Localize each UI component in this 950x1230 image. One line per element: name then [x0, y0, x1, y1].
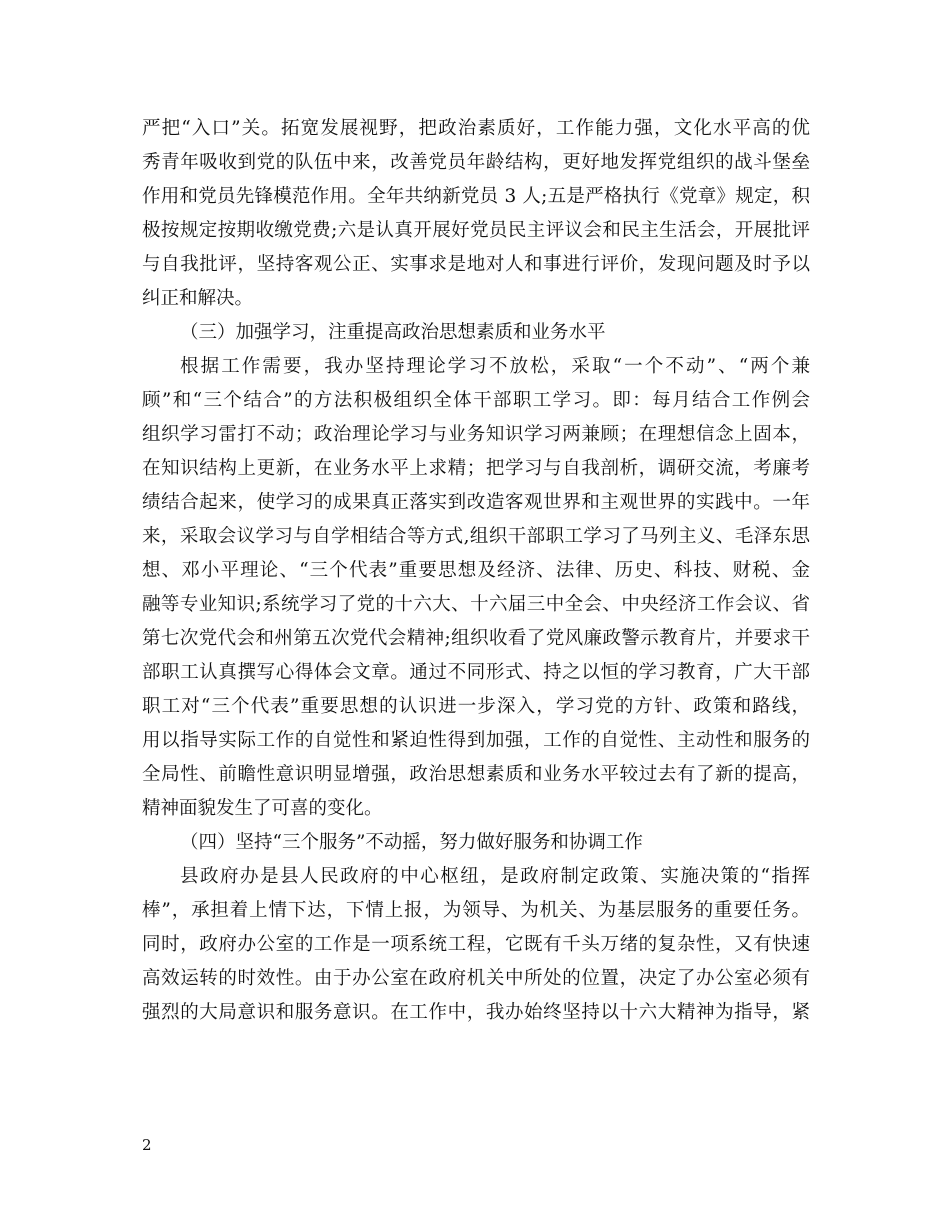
paragraph-line: 在知识结构上更新，在业务水平上求精；把学习与自我剖析，调研交流，考廉考: [142, 458, 810, 479]
paragraph-line: 严把“入口”关。拓宽发展视野，把政治素质好，工作能力强，文化水平高的优: [142, 118, 810, 139]
paragraph-line: 融等专业知识;系统学习了党的十六大、十六届三中全会、中央经济工作会议、省: [142, 594, 810, 615]
paragraph-line: 棒”，承担着上情下达，下情上报，为领导、为机关、为基层服务的重要任务。: [142, 900, 810, 921]
paragraph-line: 作用和党员先锋模范作用。全年共纳新党员 3 人;五是严格执行《党章》规定，积: [142, 186, 810, 207]
paragraph-line: 绩结合起来，使学习的成果真正落实到改造客观世界和主观世界的实践中。一年: [142, 492, 810, 513]
paragraph-line: 极按规定按期收缴党费;六是认真开展好党员民主评议会和民主生活会，开展批评: [142, 220, 810, 241]
page-number: 2: [142, 1136, 152, 1154]
paragraph-line: 第七次党代会和州第五次党代会精神;组织收看了党风廉政警示教育片，并要求干: [142, 628, 810, 649]
paragraph-line: 精神面貌发生了可喜的变化。: [142, 798, 383, 819]
section-heading-4: （四）坚持“三个服务”不动摇，努力做好服务和协调工作: [180, 832, 643, 853]
paragraph-line: 想、邓小平理论、“三个代表”重要思想及经济、法律、历史、科技、财税、金: [142, 560, 810, 581]
paragraph-line: 来，采取会议学习与自学相结合等方式,组织干部职工学习了马列主义、毛泽东思: [142, 526, 810, 547]
paragraph-line: 用以指导实际工作的自觉性和紧迫性得到加强，工作的自觉性、主动性和服务的: [142, 730, 810, 751]
paragraph-line: 秀青年吸收到党的队伍中来，改善党员年龄结构，更好地发挥党组织的战斗堡垒: [142, 152, 810, 173]
paragraph-line: 组织学习雷打不动；政治理论学习与业务知识学习两兼顾；在理想信念上固本，: [142, 424, 810, 445]
section-heading-3: （三）加强学习，注重提高政治思想素质和业务水平: [180, 322, 606, 343]
paragraph-line: 部职工认真撰写心得体会文章。通过不同形式、持之以恒的学习教育，广大干部: [142, 662, 810, 683]
paragraph-line: 强烈的大局意识和服务意识。在工作中，我办始终坚持以十六大精神为指导，紧: [142, 1002, 810, 1023]
paragraph-line: 全局性、前瞻性意识明显增强，政治思想素质和业务水平较过去有了新的提高，: [142, 764, 810, 785]
paragraph-line: 职工对“三个代表”重要思想的认识进一步深入，学习党的方针、政策和路线，: [142, 696, 810, 717]
paragraph-line: 县政府办是县人民政府的中心枢纽，是政府制定政策、实施决策的“指挥: [180, 866, 810, 887]
paragraph-line: 顾”和“三个结合”的方法积极组织全体干部职工学习。即：每月结合工作例会: [142, 390, 810, 411]
paragraph-line: 根据工作需要，我办坚持理论学习不放松，采取“一个不动”、“两个兼: [180, 356, 810, 377]
paragraph-line: 纠正和解决。: [142, 288, 254, 309]
paragraph-line: 与自我批评，坚持客观公正、实事求是地对人和事进行评价，发现问题及时予以: [142, 254, 810, 275]
paragraph-line: 同时，政府办公室的工作是一项系统工程，它既有千头万绪的复杂性，又有快速: [142, 934, 810, 955]
paragraph-line: 高效运转的时效性。由于办公室在政府机关中所处的位置，决定了办公室必须有: [142, 968, 810, 989]
